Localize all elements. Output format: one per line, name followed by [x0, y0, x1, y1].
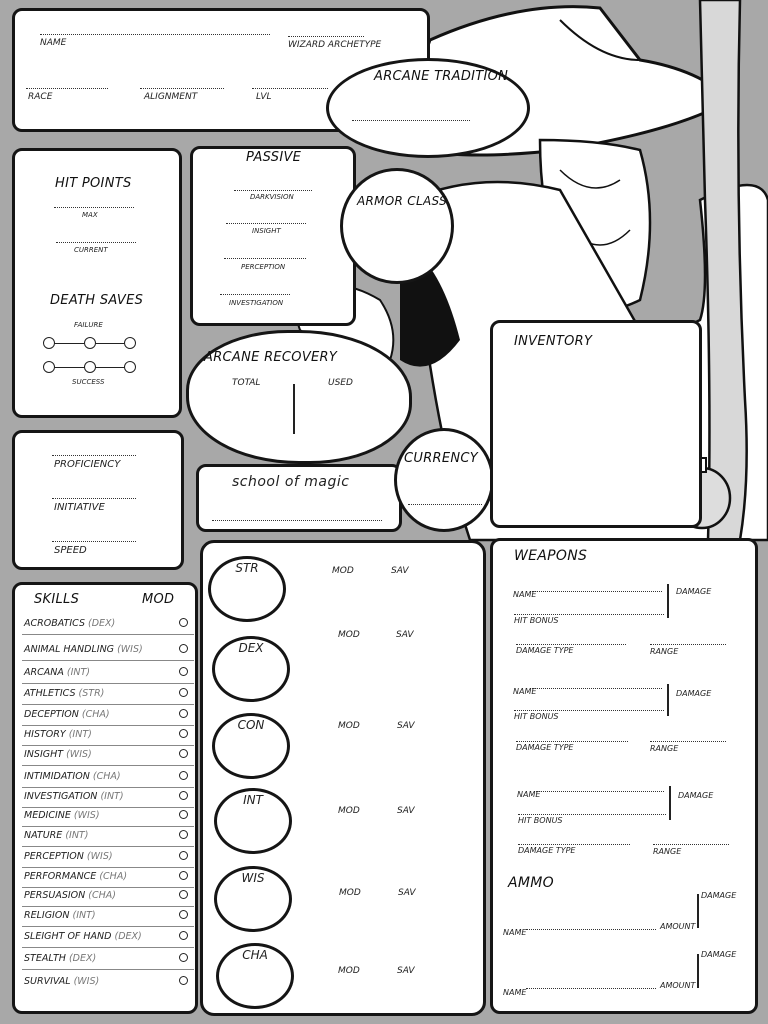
weapon-damage-type-label: DAMAGE TYPE — [516, 646, 574, 655]
success-label: SUCCESS — [72, 378, 105, 386]
skill-proficiency-dot[interactable] — [179, 667, 188, 676]
skill-proficiency-dot[interactable] — [179, 709, 188, 718]
weapons-title: WEAPONS — [514, 548, 588, 564]
weapon-hit-bonus-label: HIT BONUS — [514, 616, 559, 625]
ability-mod-label: MOD — [332, 566, 354, 576]
weapon-damage-label: DAMAGE — [676, 689, 712, 698]
ability-mod-label: MOD — [338, 721, 360, 731]
weapon-damage-type-label: DAMAGE TYPE — [518, 846, 576, 855]
ability-sav-label: SAV — [397, 966, 415, 976]
skill-row[interactable] — [22, 906, 194, 927]
ability-mod-label: MOD — [339, 888, 361, 898]
ability-abbr: WIS — [241, 871, 265, 885]
skill-row[interactable] — [22, 867, 194, 888]
initiative-label: INITIATIVE — [54, 502, 105, 513]
name-label: NAME — [40, 38, 67, 48]
skill-name: NATURE (INT) — [24, 830, 89, 841]
skill-row[interactable] — [22, 684, 194, 705]
basics-panel — [12, 430, 184, 570]
skill-name: ANIMAL HANDLING (WIS) — [24, 644, 143, 655]
weapon-damage-type-field[interactable] — [516, 644, 626, 645]
ability-mod-label: MOD — [338, 966, 360, 976]
level-field[interactable] — [252, 88, 328, 89]
skill-name: INTIMIDATION (CHA) — [24, 771, 121, 782]
failure-label: FAILURE — [74, 321, 103, 329]
speed-field[interactable] — [52, 541, 136, 542]
weapon-damage-type-field[interactable] — [516, 741, 628, 742]
ammo-title: AMMO — [508, 875, 554, 891]
skill-row[interactable] — [22, 806, 194, 827]
skill-proficiency-dot[interactable] — [179, 931, 188, 940]
skill-row[interactable] — [22, 640, 194, 661]
skill-name: STEALTH (DEX) — [24, 953, 97, 964]
ability-score-circle[interactable] — [212, 636, 290, 702]
skill-name: PERFORMANCE (CHA) — [24, 871, 128, 882]
ability-sav-label: SAV — [391, 566, 409, 576]
skill-proficiency-dot[interactable] — [179, 644, 188, 653]
ammo-divider — [697, 954, 699, 988]
skill-proficiency-dot[interactable] — [179, 890, 188, 899]
ammo-damage-label: DAMAGE — [701, 950, 737, 959]
skill-row[interactable] — [22, 949, 194, 970]
skill-name: HISTORY (INT) — [24, 729, 92, 740]
skill-row[interactable] — [22, 972, 194, 992]
weapon-hit-bonus-field[interactable] — [518, 814, 666, 815]
skill-name: PERSUASION (CHA) — [24, 890, 116, 901]
skill-name: INSIGHT (WIS) — [24, 749, 92, 760]
success-pip-3[interactable] — [124, 361, 136, 373]
skill-proficiency-dot[interactable] — [179, 749, 188, 758]
skill-proficiency-dot[interactable] — [179, 810, 188, 819]
ability-sav-label: SAV — [397, 721, 415, 731]
weapon-divider — [667, 684, 669, 716]
skill-name: RELIGION (INT) — [24, 910, 96, 921]
speed-label: SPEED — [54, 545, 87, 556]
weapon-range-label: RANGE — [650, 744, 679, 753]
investigation-field[interactable] — [220, 294, 290, 295]
skill-row[interactable] — [22, 826, 194, 847]
ability-score-circle[interactable] — [214, 788, 292, 854]
skill-proficiency-dot[interactable] — [179, 910, 188, 919]
skill-row[interactable] — [22, 614, 194, 635]
skill-proficiency-dot[interactable] — [179, 851, 188, 860]
weapon-damage-type-field[interactable] — [518, 844, 630, 845]
weapon-hit-bonus-label: HIT BONUS — [514, 712, 559, 721]
ammo-name-label: NAME — [503, 928, 527, 937]
currency-title: CURRENCY — [404, 451, 479, 466]
ability-score-circle[interactable] — [214, 866, 292, 932]
ammo-divider — [697, 894, 699, 928]
ability-abbr: DEX — [238, 641, 264, 655]
ammo-damage-label: DAMAGE — [701, 891, 737, 900]
school-of-magic-field[interactable] — [212, 520, 382, 521]
hit-points-title: HIT POINTS — [55, 176, 132, 191]
skill-name: ATHLETICS (STR) — [24, 688, 105, 699]
max-hp-field[interactable] — [54, 207, 134, 208]
skill-proficiency-dot[interactable] — [179, 791, 188, 800]
alignment-label: ALIGNMENT — [144, 92, 198, 102]
skill-name: PERCEPTION (WIS) — [24, 851, 113, 862]
school-of-magic-title: school of magic — [232, 474, 350, 490]
max-hp-label: MAX — [82, 211, 98, 219]
inventory-title: INVENTORY — [514, 334, 593, 349]
skill-row[interactable] — [22, 886, 194, 907]
weapon-range-field[interactable] — [650, 741, 726, 742]
ability-score-circle[interactable] — [216, 943, 294, 1009]
ability-abbr: INT — [243, 793, 263, 807]
ammo-name-label: NAME — [503, 988, 527, 997]
weapon-range-field[interactable] — [650, 644, 726, 645]
proficiency-field[interactable] — [52, 455, 136, 456]
weapon-divider — [669, 786, 671, 820]
success-pip-2[interactable] — [84, 361, 96, 373]
skill-proficiency-dot[interactable] — [179, 830, 188, 839]
weapon-name-field[interactable] — [536, 791, 664, 792]
ammo-name-field[interactable] — [526, 929, 656, 930]
darkvision-field[interactable] — [234, 190, 312, 191]
archetype-field[interactable] — [288, 36, 364, 37]
ability-sav-label: SAV — [396, 630, 414, 640]
skill-name: INVESTIGATION (INT) — [24, 791, 124, 802]
arcane-tradition-field[interactable] — [352, 120, 470, 121]
weapon-hit-bonus-field[interactable] — [514, 710, 664, 711]
weapon-divider — [667, 584, 669, 618]
success-pip-1[interactable] — [43, 361, 55, 373]
skills-mod-title: MOD — [142, 592, 175, 607]
level-label: LVL — [256, 92, 272, 102]
skill-name: SURVIVAL (WIS) — [24, 976, 100, 987]
proficiency-label: PROFICIENCY — [54, 459, 121, 470]
ability-abbr: CHA — [242, 948, 268, 962]
arcane-recovery-title: ARCANE RECOVERY — [204, 350, 338, 365]
skills-title: SKILLS — [34, 592, 80, 607]
darkvision-label: DARKVISION — [250, 193, 294, 201]
death-saves-title: DEATH SAVES — [50, 293, 144, 308]
arcane-recovery-used-label: USED — [328, 378, 353, 388]
skill-proficiency-dot[interactable] — [179, 618, 188, 627]
insight-label: INSIGHT — [252, 227, 281, 235]
failure-pip-2[interactable] — [84, 337, 96, 349]
weapon-name-label: NAME — [513, 590, 537, 599]
current-hp-label: CURRENT — [74, 246, 108, 254]
alignment-field[interactable] — [140, 88, 224, 89]
inventory-area[interactable] — [500, 356, 692, 520]
weapon-damage-label: DAMAGE — [678, 791, 714, 800]
race-label: RACE — [28, 92, 53, 102]
weapon-hit-bonus-field[interactable] — [514, 614, 664, 615]
currency-panel — [394, 428, 494, 532]
race-field[interactable] — [26, 88, 108, 89]
ability-sav-label: SAV — [398, 888, 416, 898]
skill-proficiency-dot[interactable] — [179, 953, 188, 962]
weapons-panel — [490, 538, 758, 1014]
weapon-range-field[interactable] — [653, 844, 729, 845]
weapon-range-label: RANGE — [650, 647, 679, 656]
weapon-name-field[interactable] — [532, 688, 662, 689]
failure-pip-3[interactable] — [124, 337, 136, 349]
passive-title: PASSIVE — [246, 150, 302, 165]
weapon-name-label: NAME — [517, 790, 541, 799]
ability-abbr: CON — [237, 718, 265, 732]
ability-mod-label: MOD — [338, 806, 360, 816]
initiative-field[interactable] — [52, 498, 136, 499]
name-field[interactable] — [40, 34, 270, 35]
ammo-amount-label: AMOUNT — [660, 981, 696, 990]
perception-field[interactable] — [224, 258, 306, 259]
skill-row[interactable] — [22, 787, 194, 808]
failure-pip-1[interactable] — [43, 337, 55, 349]
insight-field[interactable] — [226, 223, 306, 224]
currency-field[interactable] — [408, 504, 482, 505]
skill-name: ARCANA (INT) — [24, 667, 90, 678]
skill-proficiency-dot[interactable] — [179, 976, 188, 985]
current-hp-field[interactable] — [56, 242, 136, 243]
ability-score-circle[interactable] — [212, 713, 290, 779]
weapon-name-field[interactable] — [532, 591, 662, 592]
armor-class-panel — [340, 168, 454, 284]
skill-proficiency-dot[interactable] — [179, 729, 188, 738]
skill-row[interactable] — [22, 745, 194, 766]
weapon-name-label: NAME — [513, 687, 537, 696]
ammo-amount-label: AMOUNT — [660, 922, 696, 931]
skill-row[interactable] — [22, 705, 194, 726]
skill-name: DECEPTION (CHA) — [24, 709, 110, 720]
skill-name: SLEIGHT OF HAND (DEX) — [24, 931, 142, 942]
ability-mod-label: MOD — [338, 630, 360, 640]
skill-row[interactable] — [22, 663, 194, 684]
arcane-tradition-title: ARCANE TRADITION — [374, 69, 509, 84]
ability-abbr: STR — [235, 561, 259, 575]
arcane-recovery-divider — [293, 384, 295, 434]
skill-name: ACROBATICS (DEX) — [24, 618, 116, 629]
weapon-range-label: RANGE — [653, 847, 682, 856]
armor-class-title: ARMOR CLASS — [357, 194, 447, 208]
skill-proficiency-dot[interactable] — [179, 871, 188, 880]
arcane-recovery-total-label: TOTAL — [232, 378, 261, 388]
ammo-name-field[interactable] — [526, 988, 656, 989]
wizard-archetype-label: WIZARD ARCHETYPE — [288, 40, 382, 50]
ability-sav-label: SAV — [397, 806, 415, 816]
skill-row[interactable] — [22, 767, 194, 788]
skill-row[interactable] — [22, 725, 194, 746]
ability-score-circle[interactable] — [208, 556, 286, 622]
weapon-damage-label: DAMAGE — [676, 587, 712, 596]
skill-row[interactable] — [22, 927, 194, 948]
weapon-damage-type-label: DAMAGE TYPE — [516, 743, 574, 752]
skill-proficiency-dot[interactable] — [179, 688, 188, 697]
skill-proficiency-dot[interactable] — [179, 771, 188, 780]
perception-label: PERCEPTION — [241, 263, 286, 271]
skill-row[interactable] — [22, 847, 194, 868]
investigation-label: INVESTIGATION — [229, 299, 284, 307]
skill-name: MEDICINE (WIS) — [24, 810, 100, 821]
weapon-hit-bonus-label: HIT BONUS — [518, 816, 563, 825]
